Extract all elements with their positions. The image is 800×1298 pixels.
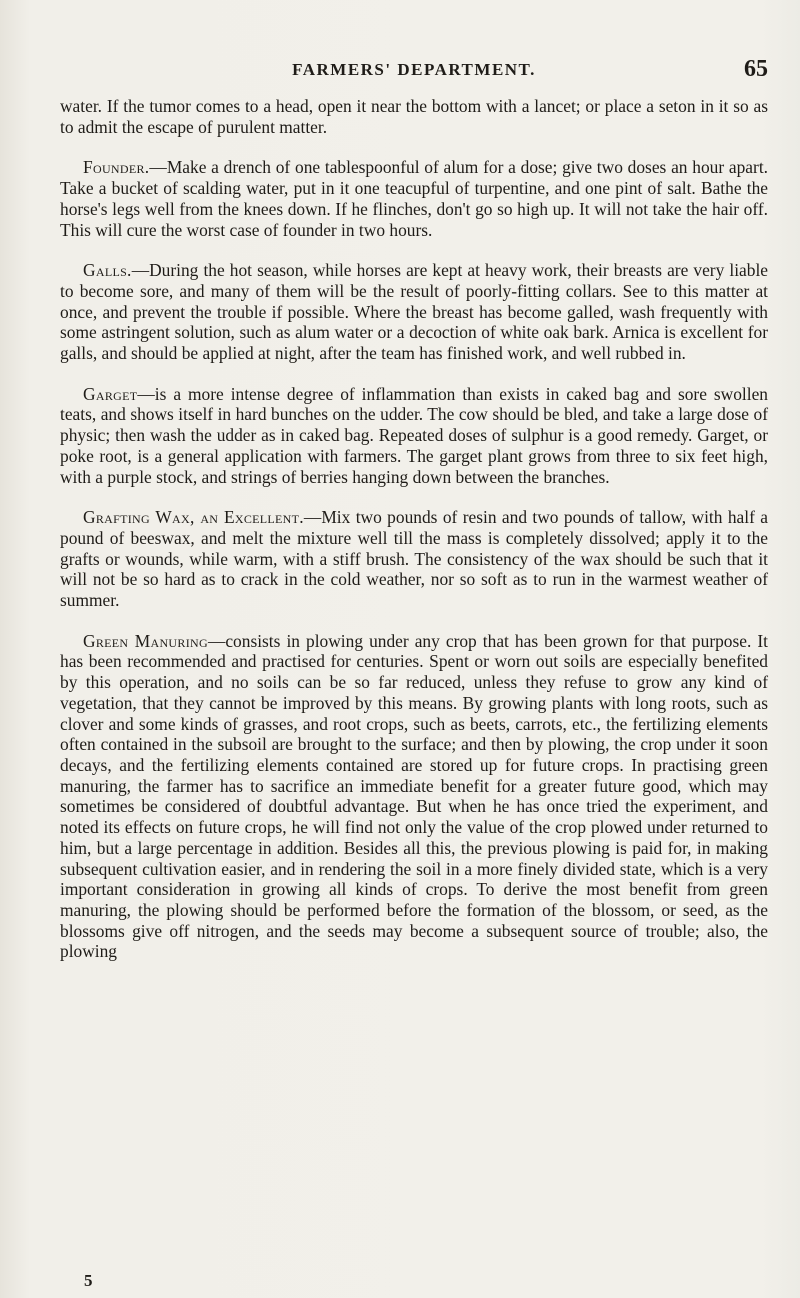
page-number: 65 — [744, 56, 768, 82]
paragraph-text: —Mix two pounds of resin and two pounds of tallow, with half a pound of beeswax, and melt the mixture well till the mass is completely dissolved; apply it to the grafts or wounds, while warm, with a stiff brush. The consistency of the wax should be such that it will not be so hard as to crack in the cold weather, nor so soft as to run in the warmest weather of summer. — [60, 507, 768, 611]
paragraph-text: —consists in plowing under any crop that has been grown for that purpose. It has been recommended and practised for centuries. Spent or worn out soils are especially benefited by this operation, and no soils can be so far reduced, unless they refuse to grow any kind of vegetation, that they cannot be improved by this means. By growing plants with long roots, such as clover and some kinds of grasses, and root crops, such as beets, carrots, etc., the fertilizing elements often contained in the subsoil are brought to the surface; and then by plowing, the crop under it soon decays, and the fertilizing elements contained are stored up for future crops. In practising green manuring, the farmer has to sacrifice an immediate benefit for a greater future good, which may sometimes be considered of doubtful advantage. But when he has once tried the experiment, and noted its effects on future crops, he will find not only the value of the crop plowed under returned to him, but a large percentage in addition. Besides all this, the previous plowing is paid for, in making subsequent cultivation easier, and in rendering the soil in a more finely divided state, which is a very important consideration in growing all kinds of crops. To derive the most benefit from green manuring, the plowing should be performed before the formation of the blossom, or seed, as the blossoms give off nitrogen, and the seeds may become a subsequent source of trouble; also, the plowing — [60, 630, 769, 962]
paragraph-galls — [60, 260, 768, 364]
page-header — [60, 56, 768, 86]
paragraph-garget — [60, 384, 768, 488]
paragraph-grafting-wax — [60, 507, 768, 611]
entry-heading: Grafting Wax, an Excellent. — [83, 507, 304, 528]
entry-heading: Garget — [83, 383, 138, 404]
entry-heading: Green Manuring — [83, 630, 208, 651]
paragraph-green-manuring — [60, 631, 768, 962]
paragraph-text: —During the hot season, while horses are kept at heavy work, their breasts are very liable to become sore, and many of them will be the result of poorly-fitting collars. See to this matter at once, and prevent the trouble if possible. Where the breast has become galled, wash frequently with some astringent solution, such as alum water or a decoction of white oak bark. Arnica is excellent for galls, and should be applied at night, after the team has finished work, and well rubbed in. — [60, 260, 768, 364]
running-head: FARMERS' DEPARTMENT. — [292, 60, 536, 79]
body-text — [60, 96, 768, 982]
entry-heading: Galls. — [83, 260, 132, 281]
signature-mark: 5 — [84, 1271, 93, 1290]
entry-heading: Founder. — [83, 157, 150, 178]
paragraph-text: water. If the tumor comes to a head, open it near the bottom with a lancet; or place a seton in it so as to admit the escape of purulent matter. — [60, 96, 768, 137]
paragraph-founder — [60, 157, 768, 240]
paragraph-continuation — [60, 96, 768, 137]
paragraph-text: —Make a drench of one tablespoonful of alum for a dose; give two doses an hour apart. Take a bucket of scalding water, put in it one teacupful of turpentine, and one pint of salt. Bathe the horse's legs well from the knees down. If he flinches, don't go so high up. It will not take the hair off. This will cure the worst case of founder in two hours. — [60, 157, 768, 240]
paragraph-text: —is a more intense degree of inflammation than exists in caked bag and sore swollen teats, and shows itself in hard bunches on the udder. The cow should be bled, and take a large dose of physic; then wash the udder as in caked bag. Repeated doses of sulphur is a good remedy. Garget, or poke root, is a general application with farmers. The garget plant grows from three to six feet high, with a purple stock, and strings of berries hanging down between the branches. — [60, 383, 768, 487]
